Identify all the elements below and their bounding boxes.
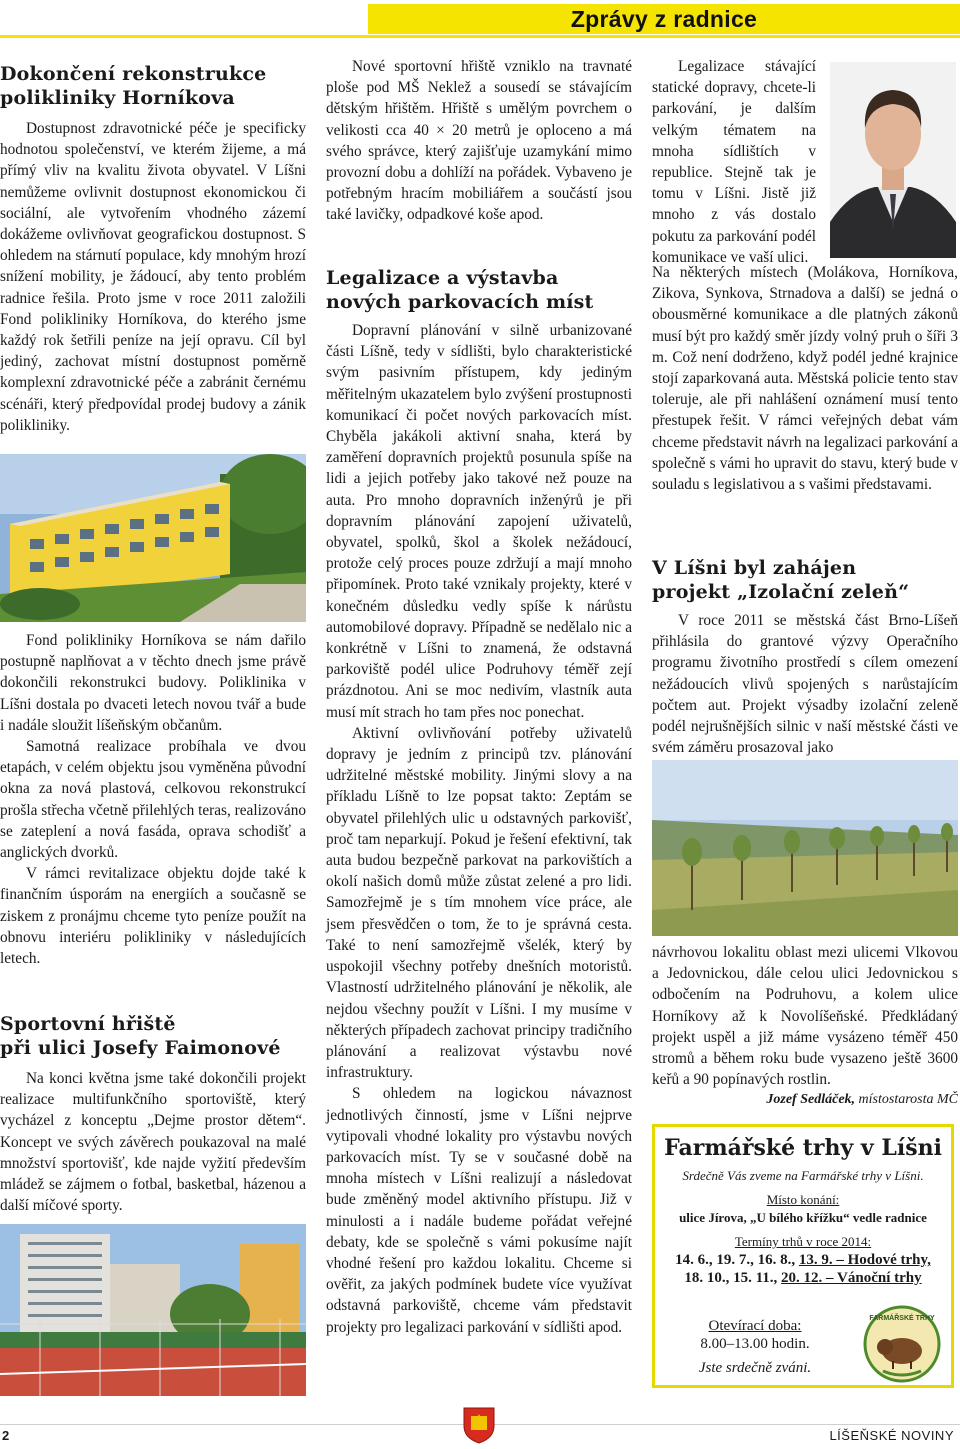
building-image: [0, 454, 306, 622]
article-hriste: [0, 1012, 306, 1216]
box-dates-label: Termíny trhů v roce 2014:: [734, 1234, 872, 1249]
box-title: Farmářské trhy v Líšni: [664, 1135, 942, 1161]
article-parkovani: [326, 266, 632, 1338]
box-place: ulice Jírova, „U bílého křížku“ vedle radnice: [679, 1210, 927, 1225]
poliklinika-photo: [0, 454, 306, 622]
box-hours-label: Otevírací doba:: [708, 1318, 802, 1334]
title-line: Legalizace a výstavba: [326, 267, 559, 289]
dates-plain: 18. 10., 15. 11.,: [684, 1270, 778, 1286]
portrait-image: [830, 62, 956, 258]
paragraph: Nové sportovní hřiště vzniklo na travnaté ploše pod MŠ Neklež a sousedí se stávajícím dětským hřištěm. Hřiště s umělým povrchem o velikosti cca 40 × 20 metrů je oploceno a má svého správce, který zajišťuje uzamykání mimo provozní dobu a dohlíží na pořádek. Vybaveno je potřebným hracím mobiliářem a součástí jsou také lavičky, odpadkové koše apod.: [326, 58, 632, 224]
title-line: při ulici Josefy Faimonové: [0, 1037, 281, 1059]
article-parkovani-cont: [652, 56, 816, 268]
playground-image: [0, 1224, 306, 1396]
coat-of-arms-icon: [462, 1406, 496, 1444]
portrait-photo: [830, 62, 956, 258]
dates-highlight: 20. 12. – Vánoční trhy: [781, 1270, 922, 1286]
trees-image: [652, 760, 958, 936]
box-dates-line1: [655, 1251, 951, 1269]
article-poliklinika-cont: [0, 630, 306, 969]
playground-photo: [0, 1224, 306, 1396]
paragraph: V rámci revitalizace objektu dojde také k finančním úsporám na energiích a současně se ziskem z pronájmu chceme tyto peníze použít na obnovu interiéru polikliniky v následujících letech.: [0, 865, 306, 968]
paragraph: Samotná realizace probíhala ve dvou etapách, v celém objektu jsou vyměněna původní okna za nová plastová, celkovou rekonstrukcí prošla střecha včetně přilehlých teras, realizováno se zateplení a nová fasáda, oprava schodišť a anglických dvorků.: [0, 738, 306, 862]
article-hriste-cont: [326, 56, 632, 226]
box-hours: [655, 1317, 855, 1377]
newspaper-name: LÍŠEŇSKÉ NOVINY: [829, 1428, 954, 1443]
article-title: [326, 266, 632, 314]
paragraph: Dostupnost zdravotnické péče je specificky hodnotou společenství, ve kterém žijeme, a má přímý vliv na kvalitu života obyvatel. V Líšni nemůžeme ovlivnit dostupnost ekonomickou či sociální, ale vytvořením vhodného zázemí dokážeme ovlivňovat geografickou dostupnost. S ohledem na stárnutí populace, kdy mnohým hrozí snížení mobility, je žádoucí, aby tento problém radnice řešila. Proto jsme v roce 2011 založili Fond polikliniky Horníkova, do kterého jsme každý rok šetřili peníze na její opravu. Cíl byl jediný, zachovat místní dostupnost poměrně komplexní zdravotnické péče a zabránit černému scénáři, který předpovídal prodej budovy a zánik polikliniky.: [0, 120, 306, 434]
paragraph: Fond polikliniky Horníkova se nám dařilo postupně naplňovat a v těchto dnech jsme právě dokončili rekonstrukci budovy. Poliklinika v Líšni dostala po dvaceti letech novou tvář a bude i nadále sloužit líšeňským občanům.: [0, 632, 306, 734]
box-invite: Srdečně Vás zveme na Farmářské trhy v Líšni.: [682, 1168, 924, 1183]
page-number: 2: [2, 1428, 10, 1443]
paragraph: Dopravní plánování v silně urbanizované části Líšně, tedy v sídlišti, bylo charakteristické svým pasivním přístupem, kdy jediným měřitelným ukazatelem bylo zvýšení prostupnosti komunikací či počet nových parkovacích míst. Chyběla jakákoli aktivní snaha, která by zaměření dopravních projektů posunula spíše na lidi a jejich potřeby jako takové než pouze na auta. Pro mnoho dopravních inženýrů je při dopravním plánování zapojení uživatelů, obyvatel, spolků, škol a školek nežádoucí, protože celý proces pouze zdržují a mají mnoho připomínek. Proto také vznikaly projekty, které v konečném důsledku vedly spíše k nárůstu automobilové dopravy. Případně se nedělalo nic a konkrétně v Líšni to znamená, že odstavná parkoviště podél ulice Podruhovy téměř zejí prázdnotou. Ani se moc nedivím, vlastník auta musí mít strach ho tam přes noc ponechat.: [326, 322, 632, 721]
box-place-label: Místo konání:: [766, 1192, 840, 1207]
box-welcome: Jste srdečně zváni.: [698, 1360, 812, 1376]
signature-name: Jozef Sedláček,: [766, 1092, 856, 1108]
article-parkovani-end: [652, 262, 958, 495]
section-rule: [0, 35, 960, 38]
paragraph: S ohledem na logickou návaznost jednotlivých činností, jsme v Líšni nejprve vytipovali vhodné lokality pro výstavbu nových parkovacích míst. Ty se v současné době na mnoha místech v Líšni realizují a následovat bude změněný model aktivního přístupu. Již v minulosti a i nadále budeme pořádat veřejné debaty, kde se společně s vámi pokusíme najít vhodné řešení pro každou lokalitu. Chceme si ověřit, za jakých podmínek budete více využívat odstavná parkoviště, chceme vám představit projekty pro legalizaci parkování v sídlišti apod.: [326, 1085, 632, 1336]
paragraph: Aktivní ovlivňování potřeby uživatelů dopravy je jedním z principů tzv. plánování udržitelné městské mobility. Jinými slovy a na příkladu Líšně to lze popsat takto: Zeptám se obyvatel přilehlých ulic u odstavných parkovišť, proč tam neparkují. Pokud je řešení efektivní, tak auta budou bezpečně parkovat na parkovištích a okolí našich domů může zůstat zelené a pro lidi. Samozřejmě je s tím mnohem více práce, ale jsem přesvědčen o tom, že to je správná cesta. Také to není samozřejmě všelék, který by uspokojil všechny potřeby dnešních motoristů. Vlastností udržitelného plánování je několik, ale nejdou všechny použít v Líšni. I my musíme v některých případech zachovat principy tradičního plánování a realizovat výstavbu nové infrastruktury.: [326, 724, 632, 1082]
article-zelen-cont: [652, 942, 958, 1108]
trees-photo: [652, 760, 958, 936]
signature: [652, 1092, 958, 1108]
farmers-market-logo: [863, 1305, 941, 1383]
article-title: [0, 62, 306, 110]
farmers-market-box: [652, 1124, 954, 1388]
logo-text: FARMÁŘSKÉ TRHY: [869, 1315, 935, 1322]
box-hours-value: 8.00–13.00 hodin.: [700, 1336, 810, 1352]
article-title: [0, 1012, 306, 1060]
article-title: [652, 556, 958, 604]
paragraph: Na konci května jsme také dokončili projekt realizace multifunkčního sportoviště, který vycházel z konceptu „Dejme prostor dětem“. Koncept ve svých závěrech poukazoval na malé množství sportovišť, kde najde vyžití především mládež se zájmem o fotbal, basketbal, házenou a další míčové sporty.: [0, 1070, 306, 1215]
title-line: projekt „Izolační zeleň“: [652, 581, 910, 603]
dates-plain: 14. 6., 19. 7., 16. 8.,: [675, 1252, 796, 1268]
title-line: Sportovní hřiště: [0, 1013, 176, 1035]
box-dates-line2: [655, 1269, 951, 1287]
dates-highlight: 13. 9. – Hodové trhy,: [798, 1252, 931, 1268]
paragraph: návrhovou lokalitu oblast mezi ulicemi Vlkovou a Jedovnickou, dále celou ulici Jedovnickou s odbočením na Podruhovu, a kolem ulice Horníkovy až k Novolíšeňské. Předkládaný projekt uspěl a již máme vysázeno téměř 450 stromů a během roku bude vysazeno ještě 3600 keřů a 90 popínavých rostlin.: [652, 944, 958, 1089]
paragraph: Na některých místech (Molákova, Horníkova, Zikova, Synkova, Strnadova a další) se jedná o obousměrné komunikace a dle platných zákonů musí být pro každý směr jízdy volný pruh o šíři 3 m. Což není dodrženo, když podél jedné krajnice stojí zaparkovaná auta. Městská policie tento stav toleruje, ale při nahlášení oznámení musí tento přestupek řešit. V rámci veřejných debat vám chceme představit návrh na legalizaci parkování a společně s vámi ho upravit do stavu, který bude v souladu s legislativou a s vašimi představami.: [652, 264, 958, 494]
paragraph: Legalizace stávající statické dopravy, chcete-li parkování, je dalším velkým tématem na mnoha sídlištích v republice. Stejně tak je tomu v Líšni. Jistě již mnoho z vás dostalo pokutu za parkování podél komunikace ve vaší ulici.: [652, 58, 816, 266]
article-zelen: [652, 556, 958, 758]
paragraph: V roce 2011 se městská část Brno-Líšeň přihlásila do grantové výzvy Operačního programu životního prostředí s cílem omezení nežádoucích vlivů spojených s narůstajícím počtem aut. Projekt výsadby izolační zeleně podél nejrušnějších silnic v naší městské části ve svém záměru prosazoval jako: [652, 612, 958, 757]
coat-of-arms: [462, 1406, 496, 1444]
article-poliklinika: [0, 62, 306, 436]
title-line: V Líšni byl zahájen: [652, 557, 857, 579]
title-line: polikliniky Horníkova: [0, 87, 235, 109]
signature-role: místostarosta MČ: [858, 1092, 958, 1108]
title-line: Dokončení rekonstrukce: [0, 63, 267, 85]
title-line: nových parkovacích míst: [326, 291, 594, 313]
section-title: Zprávy z radnice: [368, 4, 960, 34]
